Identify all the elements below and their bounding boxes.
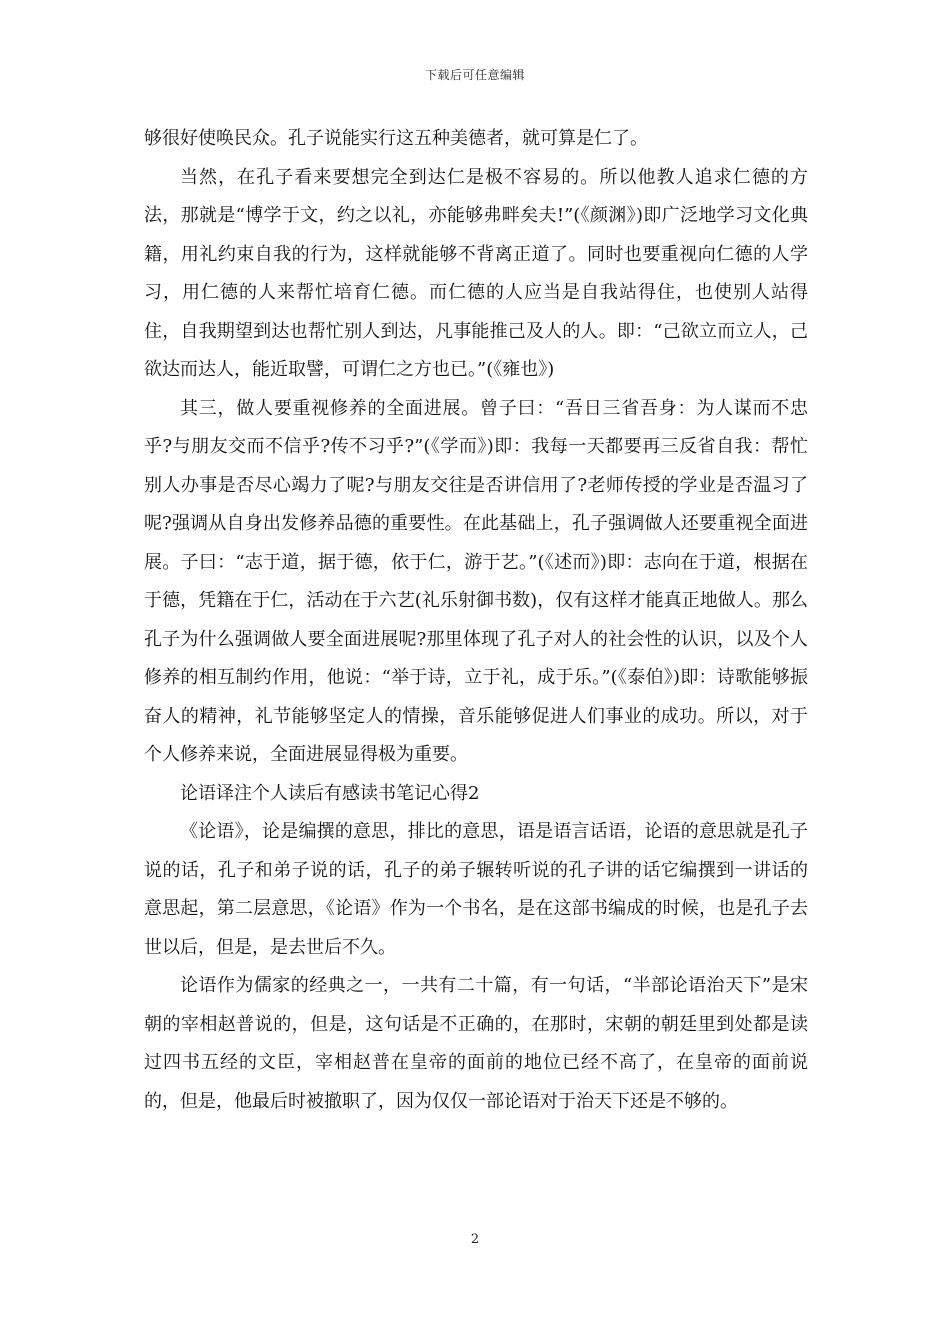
paragraph-self-cultivation: 其三，做人要重视修养的全面进展。曾子曰：“吾日三省吾身：为人谋而不忠乎?与朋友交而不信乎?传不习乎?”(《学而》)即：我每一天都要再三反省自我：帮忙别人办事是否尽心竭力了呢?与朋友交往是否讲信用了?老师传授的学业是否温习了呢?强调从自身出发修养品德的重要性。在此基础上，孔子强调做人还要重视全面进展。子曰：“志于道，据于德，依于仁，游于艺。”(《述而》)即：志向在于道，根据在于德，凭籍在于仁，活动在于六艺(礼乐射御书数)，仅有这样才能真正地做人。那么孔子为什么强调做人要全面进展呢?那里体现了孔子对人的社会性的认识，以及个人修养的相互制约作用，他说：“举于诗，立于礼，成于乐。”(《泰伯》)即：诗歌能够振奋人的精神，礼节能够坚定人的情操，音乐能够促进人们事业的成功。所以，对于个人修养来说，全面进展显得极为重要。 — [144, 397, 808, 765]
paragraph-lunyu-meaning: 《论语》，论是编撰的意思，排比的意思，语是语言话语，论语的意思就是孔子说的话，孔子和弟子说的话，孔子的弟子辗转听说的孔子讲的话它编撰到一讲话的意思起，第二层意思，《论语》作为一个书名，是在这部书编成的时候，也是孔子去世以后，但是，是去世后不久。 — [144, 821, 808, 958]
page-header: 下载后可任意编辑 — [424, 68, 525, 82]
section-title: 论语译注个人读后有感读书笔记心得2 — [180, 782, 480, 804]
paragraph-continuation: 够很好使唤民众。孔子说能实行这五种美德者，就可算是仁了。 — [144, 128, 648, 149]
page-number: 2 — [470, 1232, 480, 1247]
document-body — [144, 120, 808, 1121]
paragraph-ren-method: 当然，在孔子看来要想完全到达仁是极不容易的。所以他教人追求仁德的方法，那就是“博学于文，约之以礼，亦能够弗畔矣夫!”(《颜渊》)即广泛地学习文化典籍，用礼约束自我的行为，这样就能够不背离正道了。同时也要重视向仁德的人学习，用仁德的人来帮忙培育仁德。而仁德的人应当是自我站得住，也使别人站得住，自我期望到达也帮忙别人到达，凡事能推己及人的人。即：“己欲立而立人，己欲达而达人，能近取譬，可谓仁之方也已。”(《雍也》) — [144, 166, 808, 380]
paragraph-half-lunyu: 论语作为儒家的经典之一，一共有二十篇，有一句话，“半部论语治天下”是宋朝的宰相赵普说的，但是，这句话是不正确的，在那时，宋朝的朝廷里到处都是读过四书五经的文臣，宰相赵普在皇帝的面前的地位已经不高了，在皇帝的面前说的，但是，他最后时被撤职了，因为仅仅一部论语对于治天下还是不够的。 — [144, 975, 808, 1112]
